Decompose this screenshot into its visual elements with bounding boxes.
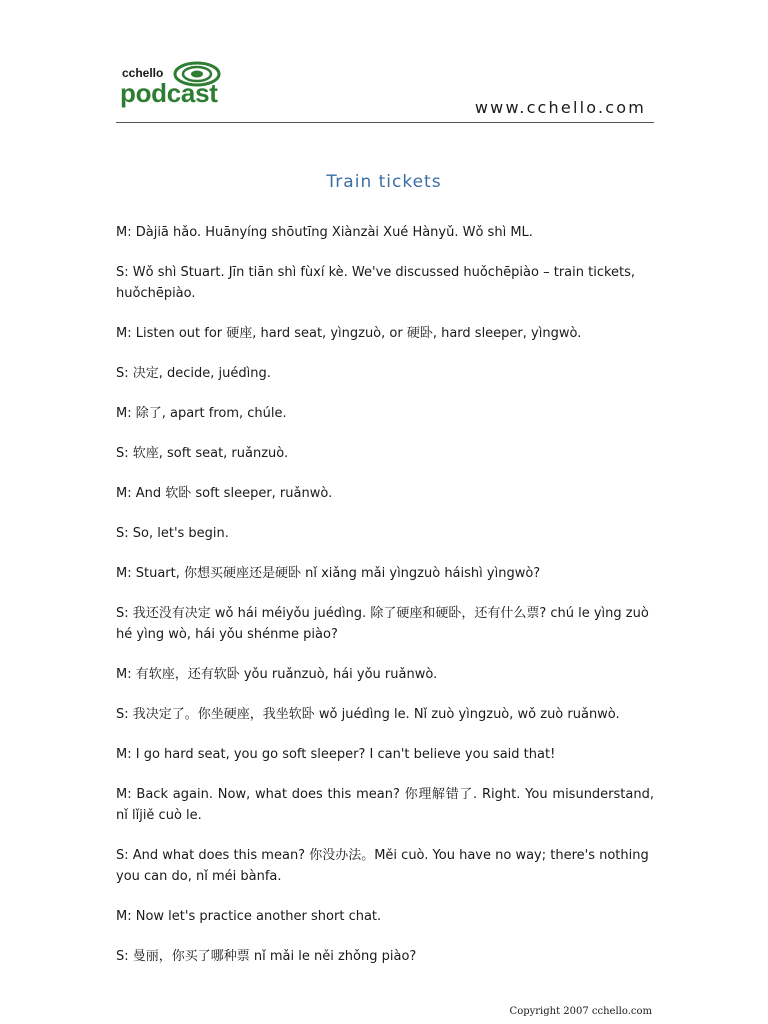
transcript-line: M: Stuart, 你想买硬座还是硬卧 nǐ xiǎng mǎi yìngzuò háishì yìngwò? [116, 566, 541, 581]
website-url: www.cchello.com [474, 98, 646, 117]
transcript-line: S: Wǒ shì Stuart. Jīn tiān shì fùxí kè. We've discussed huǒchēpiào – train tickets, huǒchēpiào. [116, 265, 636, 301]
transcript-line: S: 我还没有决定 wǒ hái méiyǒu juédìng. 除了硬座和硬卧，还有什么票? chú le yìng zuò hé yìng wò, hái yǒu shénme piào? [116, 606, 649, 642]
transcript-line: S: 我决定了。你坐硬座，我坐软卧 wǒ juédìng le. Nǐ zuò yìngzuò, wǒ zuò ruǎnwò. [116, 707, 620, 722]
transcript-line: S: And what does this mean? 你没办法。Měi cuò. You have no way; there's nothing you can do, nǐ méi bànfa. [116, 848, 649, 884]
transcript-line: M: Back again. Now, what does this mean? 你理解错了. Right. You misunderstand, nǐ lǐjiě cuò le. [116, 787, 654, 823]
transcript-line: M: Dàjiā hǎo. Huānyíng shōutīng Xiànzài Xué Hànyǔ. Wǒ shì ML. [116, 225, 533, 240]
transcript-line: S: 曼丽，你买了哪种票 nǐ mǎi le něi zhǒng piào? [116, 949, 417, 964]
transcript-line: M: 有软座，还有软卧 yǒu ruǎnzuò, hái yǒu ruǎnwò. [116, 667, 438, 682]
transcript-line: M: And 软卧 soft sleeper, ruǎnwò. [116, 486, 333, 501]
transcript-line: S: 决定, decide, juédìng. [116, 366, 271, 381]
page-title: Train tickets [326, 172, 442, 192]
transcript-line: S: 软座, soft seat, ruǎnzuò. [116, 446, 289, 461]
logo-main-text: podcast [120, 78, 218, 108]
transcript-line: M: 除了, apart from, chúle. [116, 406, 287, 421]
transcript-line: M: Listen out for 硬座, hard seat, yìngzuò, or 硬卧, hard sleeper, yìngwò. [116, 326, 582, 341]
cchello-podcast-logo [120, 60, 230, 110]
transcript-line: M: Now let's practice another short chat. [116, 909, 382, 924]
transcript-line: S: So, let's begin. [116, 526, 229, 541]
logo-small-text: cchello [122, 66, 164, 80]
copyright-footer: Copyright 2007 cchello.com [509, 1006, 652, 1017]
transcript-line: M: I go hard seat, you go soft sleeper? I can't believe you said that! [116, 747, 556, 762]
header-divider [116, 122, 654, 123]
page-header [0, 0, 768, 130]
transcript [116, 222, 654, 986]
